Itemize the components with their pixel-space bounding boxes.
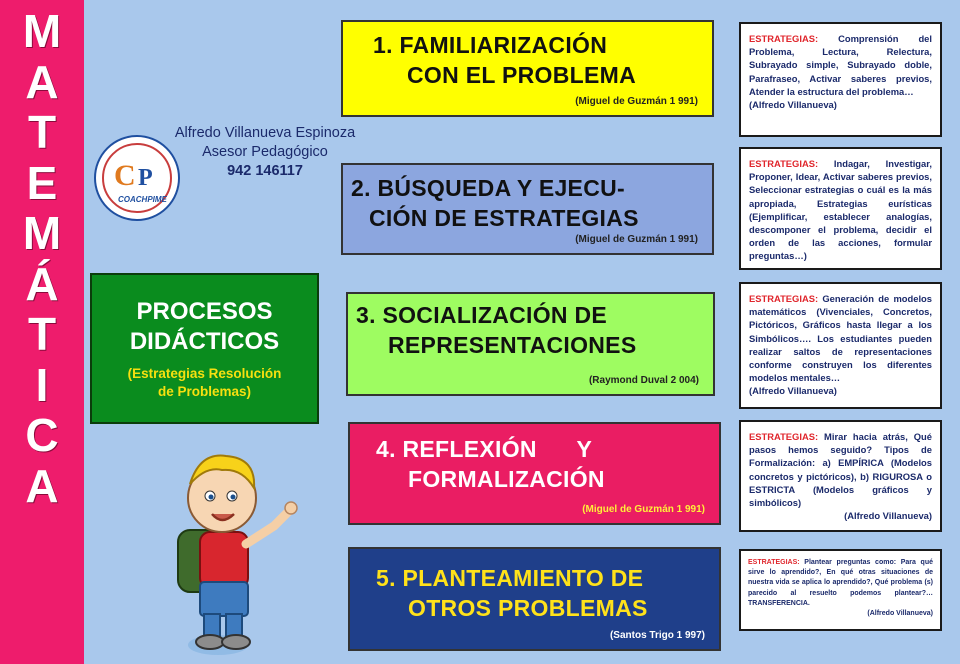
vertical-title-bar [0,0,84,664]
author-phone: 942 146117 [227,163,303,179]
vertical-letter: T [27,308,57,360]
step-2-title-line2: CIÓN DE ESTRATEGIAS [369,205,639,231]
strategies-label: ESTRATEGIAS: [749,431,819,442]
strategies-text: Comprensión del Problema, Lectura, Relectura, Subrayado simple, Subrayado doble, Parafraseo, Activar saberes previos, Atender la estructura del problema… [749,33,932,97]
step-5-reference: (Santos Trigo 1 997) [609,630,705,641]
vertical-letter: C [25,409,59,461]
step-2-title-line1: 2. BÚSQUEDA Y EJECU- [351,175,625,201]
step-5-title-line2: OTROS PROBLEMAS [408,595,648,621]
step-4-title-line2: FORMALIZACIÓN [408,466,605,492]
procesos-title-line1: PROCESOS [136,298,273,325]
vertical-letter: E [26,156,58,209]
step-5-title [376,563,648,623]
step-4-title [376,434,605,494]
procesos-subtitle [92,365,317,401]
vertical-letter: M [22,5,62,57]
step-1-title [373,30,636,90]
strategies-box-4 [739,420,942,532]
strategies-author: (Alfredo Villanueva) [749,99,837,111]
strategies-box-3 [739,282,942,409]
vertical-letter: I [35,358,49,411]
step-5-title-line1: 5. PLANTEAMIENTO DE [376,565,644,591]
strategies-author: (Alfredo Villanueva) [867,610,933,618]
strategies-label: ESTRATEGIAS: [749,158,819,169]
step-4-reflexion [348,422,721,525]
strategies-text: Mirar hacia atrás, Qué pasos hemos seguido? Tipos de Formalización: a) EMPÍRICA (Modelos concretos y pictóricos), b) RIGUROSA o ESTRICTA (Modelos gráficos y simbólicos) [749,431,932,509]
strategies-box-2 [739,147,942,270]
step-5-planteamiento [348,547,721,651]
step-1-title-line1: 1. FAMILIARIZACIÓN [373,32,608,58]
procesos-title-line2: DIDÁCTICOS [129,328,280,355]
coach-pime-logo-icon [94,135,180,221]
procesos-subtitle-line2: de Problemas) [157,384,252,399]
step-4-reference: (Miguel de Guzmán 1 991) [582,504,705,515]
strategies-box-1 [739,22,942,137]
step-2-title [351,173,639,233]
author-role: Asesor Pedagógico [202,144,328,160]
vertical-letter: T [27,106,57,158]
step-3-title-line1: 3. SOCIALIZACIÓN DE [356,302,608,328]
procesos-title [92,297,317,357]
step-3-title [356,300,636,360]
step-4-title-line1: 4. REFLEXIÓN Y [376,436,593,462]
strategies-text: Plantear preguntas como: Para qué sirve lo aprendido?, En qué otras situaciones de nuestra vida se aplica lo aprendido?, Qué problema (s) parecido al resuelto podemos plantear?… TRANSFERENCIA. [748,559,933,607]
step-1-reference: (Miguel de Guzmán 1 991) [575,96,698,107]
strategies-label: ESTRATEGIAS: [749,293,819,304]
vertical-letter: Á [25,257,59,310]
strategies-box-5 [739,549,942,631]
procesos-didacticos-box [90,273,319,424]
strategies-text: Indagar, Investigar, Proponer, Idear, Activar saberes previos, Seleccionar estrategias o cuál es la más apropiada, Estrategias eurísticas (Ejemplificar, establecer analogías, descomponer el problema, decidir el orden de las acciones, formular preguntas…) [749,158,932,262]
step-1-familiarizacion [341,20,714,117]
strategies-author: (Alfredo Villanueva) [749,385,837,397]
step-2-busqueda [341,163,714,255]
strategies-label: ESTRATEGIAS: [748,559,800,566]
step-2-reference: (Miguel de Guzmán 1 991) [575,234,698,245]
step-3-reference: (Raymond Duval 2 004) [588,375,699,386]
logo-monogram-p: P [138,165,153,191]
strategies-label: ESTRATEGIAS: [749,33,819,44]
logo-monogram-c: C [114,159,136,192]
vertical-letter: M [22,207,62,259]
strategies-author: (Alfredo Villanueva) [844,510,932,522]
step-1-title-line2: CON EL PROBLEMA [407,62,636,88]
logo-text: COACHPIME [118,195,167,204]
author-name: Alfredo Villanueva Espinoza [174,125,356,141]
vertical-letter: A [25,55,59,108]
procesos-subtitle-line1: (Estrategias Resolución [127,366,282,381]
step-3-socializacion [346,292,715,396]
strategies-text: Generación de modelos matemáticos (Vivenciales, Concretos, Pictóricos, Gráficos hasta llegar a los Simbólicos…. Los estudiantes pueden realizar saltos de representaciones conforme construyen los diferentes modelos mentales… [749,293,932,384]
step-3-title-line2: REPRESENTACIONES [388,332,637,358]
vertical-letter: A [25,459,59,512]
student-illustration [170,440,300,660]
